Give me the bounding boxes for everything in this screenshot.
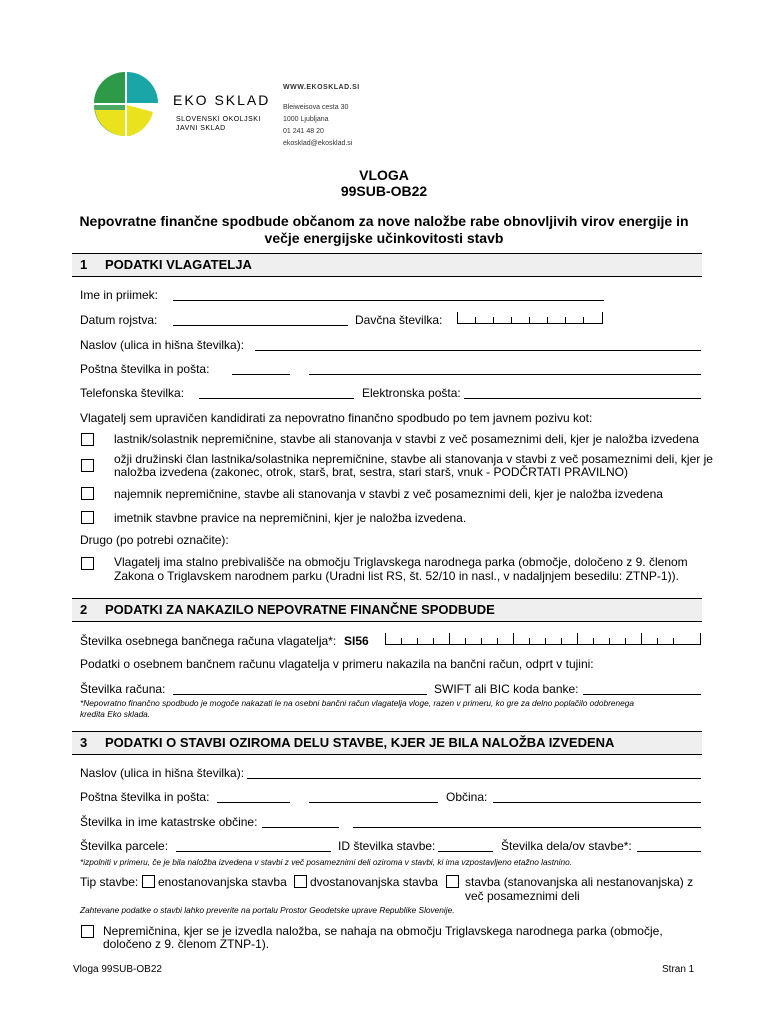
footer-doc-code: Vloga 99SUB-OB22 — [73, 964, 162, 975]
doc-subtitle-2: večje energijske učinkovitosti stavb — [264, 230, 504, 246]
address-field[interactable] — [255, 350, 701, 351]
name-label: Ime in priimek: — [80, 288, 159, 302]
doc-subtitle-1: Nepovratne finančne spodbude občanom za nove naložbe rabe obnovljivih virov energije in — [79, 213, 689, 229]
tax-label: Davčna številka: — [355, 313, 443, 327]
swift-field[interactable] — [583, 694, 701, 695]
section-number: 1 — [80, 257, 88, 272]
building-post-label: Poštna številka in pošta: — [80, 790, 210, 804]
tnp-property-checkbox[interactable] — [81, 925, 94, 938]
two-dwelling-checkbox[interactable] — [294, 875, 307, 888]
parcel-field[interactable] — [176, 851, 331, 852]
logo — [93, 70, 159, 136]
iban-field[interactable] — [385, 633, 701, 645]
address-label: Naslov (ulica in hišna številka): — [80, 338, 245, 352]
dob-field[interactable] — [173, 325, 348, 326]
section-2-header — [72, 598, 702, 622]
municipality-label: Občina: — [446, 790, 488, 804]
building-post-field[interactable] — [309, 802, 438, 803]
post-label: Poštna številka in pošta: — [80, 362, 210, 376]
address-line-1: Bleiweisova cesta 30 — [283, 104, 349, 111]
cadastral-label: Številka in ime katastrske občine: — [80, 815, 258, 829]
two-dwelling-option: dvostanovanjska stavba — [310, 875, 439, 889]
email-label: Elektronska pošta: — [362, 386, 461, 400]
section-1-header — [72, 253, 702, 277]
building-type-label: Tip stavbe: — [80, 875, 139, 889]
building-postcode-field[interactable] — [217, 802, 290, 803]
section-title: PODATKI O STAVBI OZIROMA DELU STAVBE, KJER JE BILA NALOŽBA IZVEDENA — [105, 735, 615, 750]
multi-unit-option-1: stavba (stanovanjska ali nestanovanjska) z — [465, 875, 694, 889]
section-number: 2 — [80, 602, 88, 617]
post-field[interactable] — [309, 374, 701, 375]
tnp-property-option-1: Nepremičnina, kjer se je izvedla naložba, se nahaja na območju Triglavskega narodnega parka (območje, — [103, 924, 663, 938]
bank-account-label: Številka osebnega bančnega računa vlagatelja*: — [80, 634, 337, 648]
section-3-header — [72, 731, 702, 755]
cadastral-number-field[interactable] — [262, 827, 339, 828]
tnp-residence-checkbox[interactable] — [81, 557, 94, 570]
tnp-property-option-2: določeno z 9. členom ZTNP-1). — [103, 937, 270, 951]
phone-label: Telefonska številka: — [80, 386, 185, 400]
account-number-field[interactable] — [173, 694, 427, 695]
owner-checkbox[interactable] — [81, 433, 94, 446]
multi-unit-checkbox[interactable] — [446, 875, 459, 888]
verify-note: Zahtevane podatke o stavbi lahko preverite na portalu Prostor Geodetske uprave Republike Slovenije. — [80, 905, 455, 915]
logo-name: EKO SKLAD — [173, 92, 271, 108]
email-field[interactable] — [464, 398, 701, 399]
account-note-1: *Nepovratno finančno spodbudo je mogoče nakazati le na osebni bančni račun vlagatelja vloge, razen v primeru, ko gre za delno poplačilo odobrenega — [80, 698, 634, 708]
postcode-field[interactable] — [232, 374, 290, 375]
building-address-label: Naslov (ulica in hišna številka): — [80, 766, 245, 780]
eligibility-intro: Vlagatelj sem upravičen kandidirati za nepovratno finančno spodbudo po tem javnem pozivu kot: — [80, 411, 593, 425]
dob-label: Datum rojstva: — [80, 313, 158, 327]
building-part-label: Številka dela/ov stavbe*: — [501, 839, 632, 853]
section-title: PODATKI VLAGATELJA — [105, 257, 252, 272]
building-right-option: imetnik stavbne pravice na nepremičnini, kjer je naložba izvedena. — [114, 511, 467, 525]
section-title: PODATKI ZA NAKAZILO NEPOVRATNE FINANČNE SPODBUDE — [105, 602, 495, 617]
tnp-residence-option-2: Zakona o Triglavskem narodnem parku (Uradni list RS, št. 52/10 in nasl., v nadaljnjem besedilu: ZTNP-1)). — [114, 569, 679, 583]
tenant-option: najemnik nepremičnine, stavbe ali stanovanja v stavbi z več posameznimi deli, kjer je naložba izvedena — [114, 487, 663, 501]
cadastral-name-field[interactable] — [353, 827, 701, 828]
account-number-label: Številka računa: — [80, 682, 166, 696]
family-member-checkbox[interactable] — [81, 459, 94, 472]
doc-code: 99SUB-OB22 — [340, 183, 428, 199]
owner-option: lastnik/solastnik nepremičnine, stavbe ali stanovanja v stavbi z več posameznimi deli, kjer je naložba izvedena — [114, 432, 699, 446]
tenant-checkbox[interactable] — [81, 487, 94, 500]
building-part-field[interactable] — [637, 851, 701, 852]
building-part-note: *izpolniti v primeru, če je bila naložba izvedena v stavbi z več posameznimi deli oziroma v stavbi, ki ima vzpostavljeno etažno lastnino. — [80, 857, 573, 867]
name-field[interactable] — [173, 300, 604, 301]
foreign-account-intro: Podatki o osebnem bančnem računu vlagatelja v primeru nakazila na bančni račun, odprt v tujini: — [80, 657, 594, 671]
tax-number-field[interactable] — [457, 312, 603, 324]
address-line-2: 1000 Ljubljana — [283, 116, 329, 123]
family-member-option-2: naložba izvedena (zakonec, otrok, starš, brat, sestra, stari starš, vnuk - PODČRTATI PRAVILNO) — [114, 465, 628, 479]
multi-unit-option-2: več posameznimi deli — [465, 889, 580, 903]
doc-title: VLOGA — [359, 167, 409, 183]
section-number: 3 — [80, 735, 88, 750]
single-dwelling-checkbox[interactable] — [142, 875, 155, 888]
building-address-field[interactable] — [247, 778, 701, 779]
building-id-label: ID številka stavbe: — [338, 839, 436, 853]
email: ekosklad@ekosklad.si — [283, 140, 353, 147]
parcel-label: Številka parcele: — [80, 839, 169, 853]
building-right-checkbox[interactable] — [81, 511, 94, 524]
website: WWW.EKOSKLAD.SI — [283, 84, 360, 91]
municipality-field[interactable] — [493, 802, 701, 803]
tnp-residence-option-1: Vlagatelj ima stalno prebivališče na območju Triglavskega narodnega parka (območje, določeno z 9. členom — [114, 555, 688, 569]
phone-field[interactable] — [199, 398, 354, 399]
logo-subtitle-2: JAVNI SKLAD — [176, 125, 226, 132]
iban-prefix: SI56 — [344, 634, 369, 648]
other-label: Drugo (po potrebi označite): — [80, 533, 229, 547]
logo-subtitle-1: SLOVENSKI OKOLJSKI — [176, 116, 261, 123]
phone: 01 241 48 20 — [283, 128, 324, 135]
account-note-2: kredita Eko sklada. — [80, 709, 151, 719]
family-member-option-1: ožji družinski član lastnika/solastnika nepremičnine, stavbe ali stanovanja v stavbi z več posameznimi deli, kjer je — [114, 452, 713, 466]
building-id-field[interactable] — [438, 851, 493, 852]
logo-mark — [93, 70, 159, 136]
single-dwelling-option: enostanovanjska stavba — [158, 875, 287, 889]
swift-label: SWIFT ali BIC koda banke: — [434, 682, 579, 696]
page-number: Stran 1 — [662, 964, 695, 975]
